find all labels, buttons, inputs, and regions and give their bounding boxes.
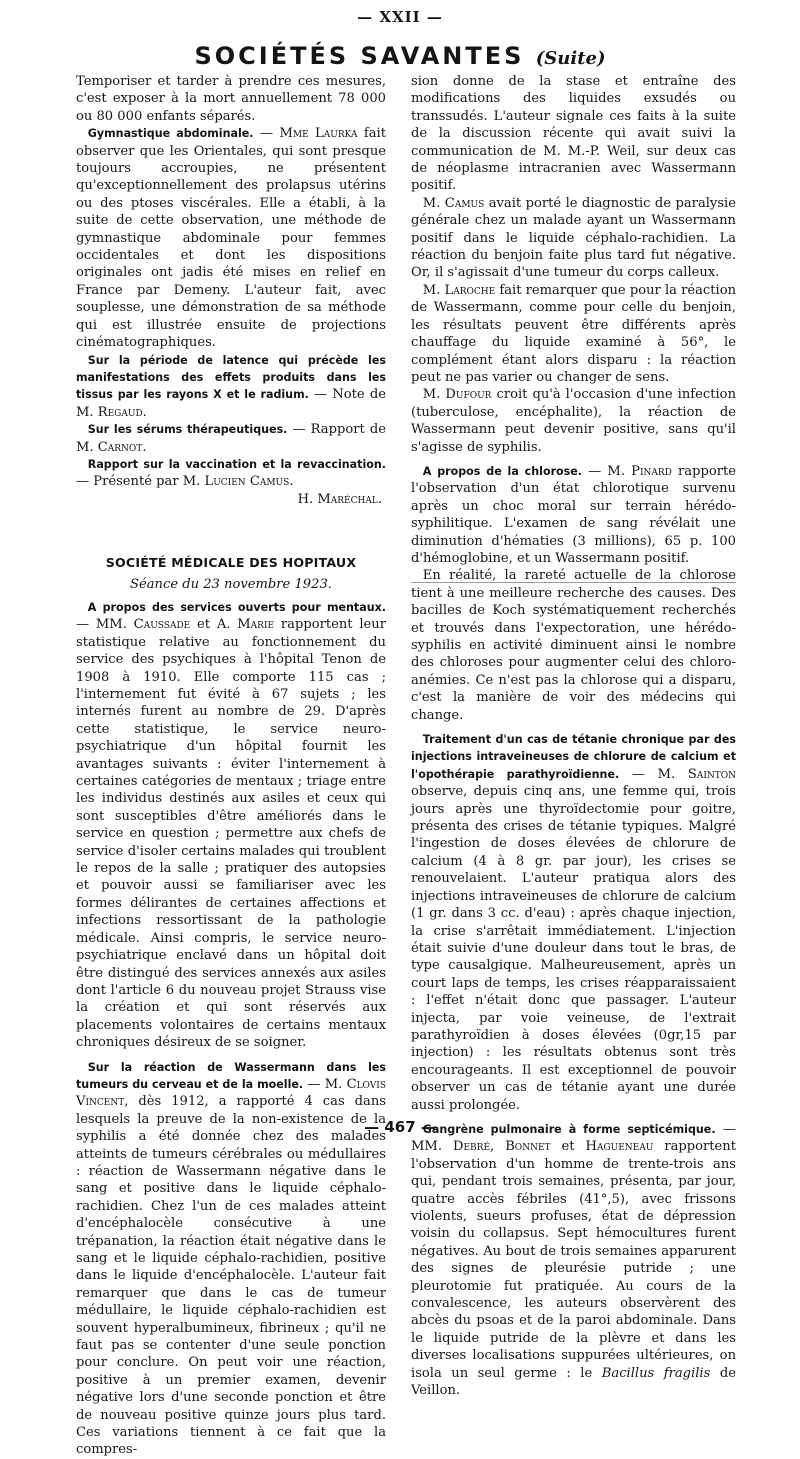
paragraph-text: — Note de M. xyxy=(76,387,386,420)
author-name: Mme Laurka xyxy=(279,126,358,142)
paragraph-vaccination: Rapport sur la vaccination et la revaccination. — Présenté par M. Lucien Camus. xyxy=(76,457,386,490)
paragraph-text: et A. xyxy=(197,617,231,633)
paragraph-text: M. xyxy=(422,387,441,403)
page-header-roman-numeral: — XXII — xyxy=(357,8,443,26)
paragraph-title: Sur la réaction de Wassermann dans les tumeurs du cerveau et de la moelle. xyxy=(76,1060,386,1091)
paragraph-text: , xyxy=(490,1139,495,1155)
paragraph-text: fait observer que les Orientales, qui sont presque toujours accroupies, ne présentent qu'exceptionnellement des prolapsus utérins ou des ptoses viscérales. Elle a établi, à la suite de cette observation, une méthode de gymnastique abdominale pour femmes occidentales et dont les dispositions originales ont jadis été mises en relief en France par Demeny. L'auteur fait, avec souplesse, une démonstration de sa méthode qui est illustrée ensuite de projections cinématographiques. xyxy=(76,126,386,351)
author-name: Laroche xyxy=(444,282,496,298)
paragraph-text: rapportent leur statistique relative au fonctionnement du service des psychiques à l'hôpital Tenon de 1908 à 1910. Elle comporte 115 cas ; l'internement fut évité à 67 sujets ; les internés furent au nombre de 29. D'après cette statistique, le service neuro-psychiatrique d'un hôpital fournit les avantages suivants : éviter l'internement à certaines catégories de mentaux ; triage entre les individus destinés aux asiles et ceux qui sont susceptibles d'être améliorés dans le service en question ; permettre aux chefs de service d'isoler certains malades qui troublent le repos de la salle ; pratiquer des autopsies et pouvoir aussi se familiariser avec les formes délirantes de certaines affections et infections ressortissant de la pathologie médicale. Ainsi compris, le service neuro-psychiatrique enclavé dans un hôpital doit être distingué des services annexés aux asiles dont l'article 6 du nouveau projet Strauss vise la création et qui sont réservés aux placements volontaires de certains mentaux chroniques désireux de se soigner. xyxy=(76,617,386,1051)
author-name: Regaud xyxy=(97,404,143,420)
paragraph-text: fait remarquer que pour la réaction de Wassermann, comme pour celle du benjoin, les résultats peuvent être différents après chauffage du liquide examiné à 56°, le complément étant alors disparu : la réaction peut ne pas varier ou changer de sens. xyxy=(411,282,737,385)
paragraph: sion donne de la stase et entraîne des modifications des liquides exsudés ou transsudés. L'auteur signale ces faits à la suite de la discussion récente qui avait suivi la communication de M. M.-P. Weil, sur deux cas de néoplasme intracranien avec Wassermann positif. xyxy=(411,74,736,194)
right-column xyxy=(411,73,737,1399)
paragraph-gymnastique: Gymnastique abdominale. — Mme Laurka fait observer que les Orientales, qui sont presque toujours accroupies, ne présentent qu'exceptionnellement des prolapsus utérins ou des ptoses viscérales. Elle a établi, à la suite de cette observation, une méthode de gymnastique abdominale pour femmes occidentales et dont les dispositions originales ont jadis été mises en relief en France par Demeny. L'auteur fait, avec souplesse, une démonstration de sa méthode qui est illustrée ensuite de projections cinématographiques. xyxy=(76,126,386,351)
paragraph-text: et xyxy=(561,1139,575,1155)
author-name: Camus xyxy=(444,195,485,211)
paragraph-title: A propos des services ouverts pour mentaux. xyxy=(87,600,386,614)
paragraph: Temporiser et tarder à prendre ces mesures, c'est exposer à la mort annuellement 78 000 ou 80 000 enfants séparés. xyxy=(76,74,386,124)
paragraph-text: observe, depuis cinq ans, une femme qui, trois jours après une thyroïdectomie pour goitre, présenta des crises de tétanie typiques. Malgré l'ingestion de doses élevées de chlorure de calcium (4 à 8 gr. par jour), les crises se renouvelaient. L'auteur pratiqua alors des injections intraveineuses de chlorure de calcium (1 gr. dans 3 cc. d'eau) : après chaque injection, la crise s'arrêtait immédiatement. L'injection était suivie d'une douleur dans tout le bras, de type causalgique. Malheureusement, après un court laps de temps, les crises réapparaissaient : l'effet n'était donc que passager. L'auteur injecta, par voie veineuse, de l'extrait parathyroïdien à doses élevées (0gr,15 par injection) : les résultats obtenus sont très encourageants. Il est exceptionnel de pouvoir observer un cas de tétanie ayant une durée aussi prolongée. xyxy=(411,784,736,1113)
paragraph-text: avait porté le diagnostic de paralysie générale chez un malade ayant un Wassermann positif dans le liquide céphalo-rachidien. La réaction du benjoin faite plus tard fut négative. Or, il s'agissait d'une tumeur du corps calleux. xyxy=(411,195,736,281)
paragraph-text: — M. xyxy=(631,766,676,782)
paragraph-text: — Rapport de M. xyxy=(76,422,386,455)
paragraph-text: rapportent l'observation d'un homme de trente-trois ans qui, pendant trois semaines, présenta, par jour, quatre accès fébriles (41°,5), avec frissons violents, sueurs profuses, état de dépression voisin du collapsus. Sept hémocultures furent négatives. Au bout de trois semaines apparurent des signes de pleurésie putride ; une pleurotomie fut pratiquée. Au cours de la convalescence, les auteurs observèrent des abcès du psoas et de la paroi abdominale. Dans le liquide putride de la plèvre et dans les diverses localisations suppurées ultérieures, on isola un seul germe : le xyxy=(411,1139,737,1381)
page-title-text: SOCIÉTÉS SAVANTES xyxy=(194,42,525,70)
paragraph-text: — M. xyxy=(307,1076,343,1092)
page-title-suite: (Suite) xyxy=(535,48,606,69)
paragraph-serums: Sur les sérums thérapeutiques. — Rapport de M. Carnot. xyxy=(76,422,386,455)
paragraph-text: M. xyxy=(422,195,441,211)
author-name: Hagueneau xyxy=(585,1139,654,1155)
meeting-date: Séance du 23 novembre 1923. xyxy=(130,576,332,592)
author-name: Debré xyxy=(452,1139,491,1155)
paragraph-laroche xyxy=(411,282,736,386)
author-name: Dufour xyxy=(445,387,492,403)
signature: H. Maréchal. xyxy=(297,491,382,507)
paragraph-text: croit qu'à l'occasion d'une infection (tuberculose, encéphalite), la réaction de Wassermann peut devenir positive, sans qu'il s'agisse de syphilis. xyxy=(411,387,736,455)
page-title xyxy=(0,42,800,70)
paragraph-title: Sur la période de latence qui précède les manifestations des effets produits dans les tissus par les rayons X et le radium. xyxy=(76,353,386,402)
bacterium-name: Bacillus fragilis xyxy=(601,1365,711,1381)
paragraph-title: Gymnastique abdominale. xyxy=(87,127,254,141)
author-name: Carnot xyxy=(97,439,143,455)
paragraph-title: Sur les sérums thérapeutiques. xyxy=(87,423,288,437)
author-name: Marie xyxy=(237,617,275,633)
author-name: Sainton xyxy=(687,766,736,782)
paragraph-title: Traitement d'un cas de tétanie chronique par des injections intraveineuses de chlorure de calcium et l'opothérapie parathyroïdienne. xyxy=(411,733,736,781)
paragraph-title: A propos de la chlorose. xyxy=(422,464,583,478)
section-title: SOCIÉTÉ MÉDICALE DES HOPITAUX xyxy=(105,555,357,571)
author-name: Clovis Vincent xyxy=(76,1076,386,1110)
paragraph: En réalité, la rareté actuelle de la chlorose tient à une meilleure recherche des causes. Des bacilles de Koch systématiquement recherchés et trouvés dans l'expectoration, une hérédo-syphilis en activité diminuent ainsi le nombre des chloroses pour augmenter celui des chloro-anémies. Ce n'est pas la chlorose qui a disparu, c'est la manière de voir des médecins qui change. xyxy=(411,568,736,723)
author-name: Caussade xyxy=(133,617,191,633)
paragraph-text: M. xyxy=(422,282,441,298)
paragraph-text: rapporte l'observation d'un état chlorotique survenu après un choc moral sur terrain hérédo-syphilitique. L'examen de sang révélait une diminution d'hématies (3 millions), 65 p. 100 d'hémoglobine, et un Wassermann positif. xyxy=(411,463,737,566)
left-column xyxy=(76,73,386,1458)
section-divider xyxy=(411,582,736,583)
author-name: Bonnet xyxy=(505,1139,551,1155)
paragraph-tetanie xyxy=(411,731,736,1114)
paragraph-camus xyxy=(411,195,736,282)
paragraph-title: Gangrène pulmonaire à forme septicémique. xyxy=(422,1122,716,1136)
paragraph-text: — Présenté par M. xyxy=(76,474,201,490)
paragraph-text: de Veillon. xyxy=(411,1365,737,1399)
paragraph-chlorose xyxy=(411,463,736,567)
paragraph-text: — M. xyxy=(588,463,625,479)
paragraph-latence: Sur la période de latence qui précède les manifestations des effets produits dans les tissus par les rayons X et le radium. — Note de M. Regaud. xyxy=(76,353,386,420)
paragraph-dufour xyxy=(411,386,736,456)
paragraph-text: — MM. xyxy=(76,617,127,633)
page-number: — 467 — xyxy=(364,1118,436,1136)
paragraph-text: — MM. xyxy=(411,1121,736,1155)
paragraph-services-mentaux xyxy=(76,599,386,1052)
author-name: Pinard xyxy=(631,463,672,479)
paragraph-gangrene xyxy=(411,1121,736,1400)
paragraph-text: , dès 1912, a rapporté 4 cas dans lesquels la preuve de la non-existence de la syphilis a été donnée chez des malades atteints de tumeurs cérébrales ou médullaires : réaction de Wassermann négative dans le sang et positive dans le liquide céphalo-rachidien. Chez l'un de ces malades atteint d'encéphalocèle consécutive à une trépanation, la réaction était négative dans le sang et le liquide céphalo-rachidien, positive dans le liquide d'encéphalocèle. L'auteur fait remarquer que dans le cas de tumeur médullaire, le liquide céphalo-rachidien est souvent hyperalbumineux, fibrineux ; qu'il ne faut pas se contenter d'une seule ponction pour conclure. On peut voir une réaction, positive à un premier examen, devenir négative lors d'une seconde ponction et être de nouveau positive quinze jours plus tard. Ces variations tiennent à ce fait que la compres- xyxy=(76,1094,386,1458)
paragraph-title: Rapport sur la vaccination et la revaccination. xyxy=(87,457,386,471)
author-name: Lucien Camus xyxy=(204,474,290,490)
